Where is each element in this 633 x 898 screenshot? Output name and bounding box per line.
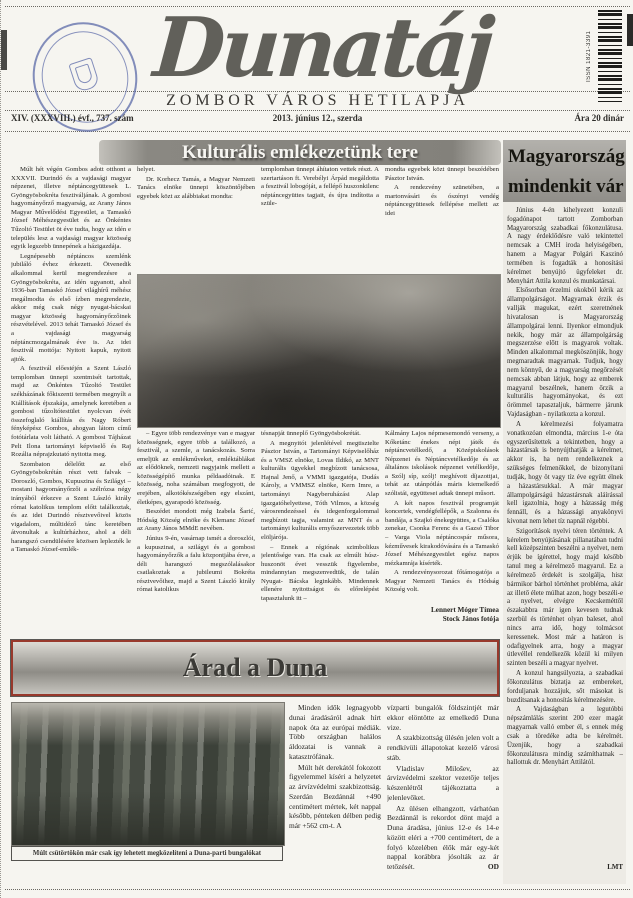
- paragraph: vízparti bungalók földszintjét már ekkor elöntötte az emelkedő Duna vize.: [387, 703, 499, 732]
- sidebar-headline: [503, 140, 626, 202]
- barcode-icon: [598, 10, 622, 102]
- main-article-column-3-top: [261, 166, 379, 272]
- paragraph: Múlt hét végén Gombos adott otthont a XXXVII. Durindó és a vajdasági magyar népzenei, illetve néptáncegyüttesek L. Gyöngyösbokréta fesztiváljának. A gombosi hagyományőrző magyarság, az Arany János Magyar Művelődési Egyesület, a Tamaskó József Méhészegyesület és az Önkéntes Tűzoltó Testület öt éve tudta, hogy az idén e település lesz a vajdasági magyar közösség egyik legszebb ünnepének a házigazdája.: [11, 166, 131, 251]
- paragraph: tésnapját ünneplő Gyöngyösbokrétát.: [261, 430, 361, 437]
- main-article-column-3-bottom: [261, 430, 379, 632]
- author-byline: Lennert Móger Tímea: [430, 606, 499, 614]
- photo-credit: Stock János fotója: [442, 615, 499, 624]
- flood-article-byline: OD: [487, 862, 499, 871]
- dateline: [11, 113, 624, 128]
- paragraph: Szombaton délelőtt az első Gyöngyösbokrétán részt vett falvak – Doroszló, Gombos, Kupuszina és Szilágyi – mostani hagyományőrzői a szélrózsa négy irányából érkezve a Szent László király római katolikus templom előtt találkoztak, és az idei Durindó résztvevőivel közös vigadalom, múltidéző tánc keretében átvonultak a kultúrházhoz, ahol a déli harangszó csendülésére közösen leplezték le a Tamaskó József-emlék-: [11, 460, 131, 554]
- main-article-column-4-top: [385, 166, 499, 272]
- issue-date: 2013. június 12., szerda: [272, 113, 363, 123]
- paragraph: Dr. Korhecz Tamás, a Magyar Nemzeti Tanács elnöke ünnepi köszöntőjében egyebek közt az alábbiakat mondta:: [137, 175, 255, 200]
- paragraph: templomban ünnepi áhítaton vettek részt. A szertartáson ft. Verebélyi Árpád megáldotta a fesztivál lobogóját, a fellépő huszonkilenc néptáncegyüttes tagjait, és újra indította a szüle-: [261, 166, 379, 208]
- paragraph: Beszédet mondott még Izabela Šarić, Hódság Község elnöke és Klemanc József az Arany János MMdE nevében.: [137, 508, 255, 533]
- paragraph: Június 9-én, vasárnap ismét a doroszlói, a kupuszinai, a szilágyi és a gombosi hagyományőrzők a falu központjába érve, a déli harangszó megszólalásakor csatlakoztak a jubileumi Bokréta résztvevőihez, majd a Szent László király római katolikus: [137, 534, 255, 594]
- paragraph: Június 4-én kihelyezett konzuli fogadónapot tartott Zomborban Magyarország szabadkai főkonzulátusa. A nagy érdeklődésre való tekintettel nemcsak a CMH iroda helyiségében, hanem a Magyar Polgári Kaszinó termében is fogadták a honosítási kérelmet benyújtó ügyfeleket dr. Menyhárt Attila konzul és munkatársai.: [507, 207, 623, 285]
- main-article-column-2-bottom: [137, 430, 255, 632]
- flood-photo: [11, 702, 285, 846]
- paragraph: – Ennek a régiónak szimbolikus jelentősége van. Ha csak az elmúlt húsz- huszonöt évet vesszük figyelembe, mindannyian megszenvedtük, de talán Nyugat- Bácska leginkább. Mindennek ellenére nyitottságot és előrelépést tapasztalunk itt –: [261, 543, 379, 602]
- paragraph: helyet.: [137, 166, 156, 173]
- main-article-column-2-top: [137, 166, 255, 272]
- paragraph: Minden idők legnagyobb dunai áradásáról adnak hírt napok óta az európai médiák. Több országban halálos áldozatai is vannak a katasztrófának.: [289, 703, 381, 761]
- flood-photo-caption: Múlt csütörtökön már csak így lehetett megközelíteni a Duna-parti bungalókat: [11, 846, 283, 861]
- paragraph: A rendezvény szünetében, a martonvásári és ószényi vendég néptáncegyüttesek fellépése mellett az idei: [385, 184, 499, 217]
- paragraph: A fesztivál előestéjén a Szent László templomban ünnepi szentmisét tartottak, majd az Önkéntes Tűzoltó Testület székházának főkiszenti termében megnyílt a Kiállítások éjszakája, amelynek keretében a gombosi tűzoltótestület nyolcvan évét összefoglaló kiállítás és Nagy Róbert fényképész Gombos, ahogyan látom című fotótárlata volt látható. A gombosi Tájházat Pelt Ilona tartományi képviselő és Raj Rozália néprajzkutató nyitotta meg.: [11, 365, 131, 459]
- issn-number: ISSN 1821-3391: [586, 30, 592, 82]
- paragraph: A két napos fesztivál programját koncertek, vendégfellépők, a Szalonna és bandája, a Szajkó énekegyüttes, a Csalóka zenekar, Csonka Ferenc és a Gazsó Tibor – Varga Viola néptáncospár műsora, kézművesek kirakodóvására és a Tamaskó József Méhészegyesület egész napos mézkamrája kísérték.: [385, 499, 499, 567]
- masthead-title: Dunatáj: [150, 0, 494, 96]
- paragraph: A konzul hangsúlyozta, a szabadkai főkonzulátus biztatja az embereket, forduljanak hozzájuk, sőt másokat is buzdítsanak a honosítás kérelmezésére.: [507, 670, 623, 704]
- issue-number: XIV. (XXXVIII.) évf., 737. szám: [11, 113, 134, 123]
- paragraph: Múlt hét derekától fokozott figyelemmel kíséri a helyzetet az árvízvédelmi szakbizottság. Szerdán Bezdánnál +490 centimétert mértek, két nappal később, pénteken délben pedig már +562 cm-t. A: [289, 762, 381, 831]
- paragraph: – Egyre több rendezvénye van e magyar közösségnek, egyre több a találkozó, a fesztivál, a szemle, a tanácskozás. Sorra emeljük az emlékműveket, emléktáblákat az elődöknek, nemzeti nagyjaink mellett a közösségépítő munka példaadóinak. E közösség, noha számában megfogyott, de erejében, alkotókészségében egy elszánt, életképes, gyarapodó közösség.: [137, 430, 255, 506]
- flood-article-column-2: [387, 703, 499, 871]
- main-article-column-1: [11, 166, 131, 632]
- paragraph: Vladislav Milošev, az árvízvédelmi szektor vezetője teljes készenlétről tájékoztatta a jelenlevőket.: [387, 763, 499, 802]
- scan-artifact: [627, 14, 633, 46]
- masthead-subtitle: ZOMBOR VÁROS HETILAPJA: [166, 92, 469, 109]
- dateline-rule: [5, 131, 630, 132]
- paragraph: Elsősorban érzelmi okokból kérik az állampolgárságot. Magyarnak érzik és vallják magukat, ezért szeretnének hivatalosan is Magyarország állampolgárai lenni. Ilyenkor elmondjuk nekik, hogy már az állampolgárság megszerzése előtt is magyarok voltak. Minden alkalommal megköszönjük, hogy megmaradtak magyarnak. Tudjuk, hogy nem könnyű, de a magyarság megőrzését nemcsak abban látjuk, hogy az emberek magyarul beszélnek, hanem őrzik a kulturális hagyományokat, és ezt örömmel tapasztaljuk, bármerre járunk Vajdaságban - nyilatkozta a konzul.: [507, 287, 623, 419]
- festival-crowd-photo: [137, 274, 501, 428]
- paragraph: A kérelmezési folyamatra vonatkozóan elmondta, március 1-e óta egyszerűsítettek a tekintetben, hogy a házastársak is benyújthatják a kérelmet, akkor is, ha nem rendelkeznek a szükséges felmenőkkel, de bizonyítani tudják, hogy öt vagy tíz éve együtt élnek a házastársukkal. A már magyar állampolgárságú házastársnak aláírással kell igazolnia, hogy a házasság még fennáll, és a házassági anyakönyvi kivonat nem lehet tíz napnál régebbi.: [507, 420, 623, 525]
- main-article-byline: [385, 606, 499, 626]
- paragraph: Az ülésen elhangzott, várhatóan Bezdánnál is rekordot dönt majd a Duna áradása, június 12-e és 14-e között eléri a +700 centimétert, de a folyó közelében élők már egy-két nappal korábbra jósolták az ár tetőzését.: [387, 803, 499, 871]
- paragraph: A Vajdaságban a legutóbbi népszámlálás szerint 200 ezer magát magyarnak valló ember él, s ennek még csak a töredéke adta be kérelmét. Üzenjük, hogy a szabadkai főkonzulátusra mindig számíthatnak – hallottuk dr. Menyhárt Attilától.: [507, 706, 623, 767]
- paragraph: A szakbizottság ülésén jelen volt a rendkívüli állapotokat kezelő városi stáb.: [387, 733, 499, 762]
- paragraph: A megnyitót jelenlétével megtisztelte Pásztor István, a Tartományi Képviselőház és a VMSZ elnöke, Lovas Ildikó, az MNT kulturális ügyekkel megbízott tanácsosa, Hajnal Jenő, a VMMI igazgatója, Dudás Károly, a VMMSZ elnöke, Kern Imre, a tartományi Nagyberuházási Alap igazgatóhelyettese, Tóth Vilmos, a község városrendezéssel és idegenforgalommal megbízott tagja, valamint az MNT és a tartományi kulturális ernyőszervezetek több elöljárója.: [261, 439, 379, 541]
- paragraph: mondta egyebek közt ünnepi beszédében Pásztor István.: [385, 166, 499, 182]
- sidebar-headline-line1: Magyarország: [508, 146, 625, 167]
- sidebar-article-text: [507, 207, 623, 867]
- main-article-headline: Kulturális emlékezetünk tere: [99, 140, 501, 165]
- sidebar-byline: LMT: [607, 864, 623, 871]
- price-label: Ára 20 dinár: [574, 113, 624, 123]
- flood-article-column-1: [289, 703, 381, 889]
- paragraph: A rendezvénysorozat főtámogatója a Magyar Nemzeti Tanács és Hódság Község volt.: [385, 569, 499, 594]
- trim-rule-bottom: [5, 889, 630, 890]
- main-article-column-4-bottom: [385, 430, 499, 616]
- paragraph: Kálmány Lajos népmesemondó verseny, a Kőketánc énekes népi játék és néptáncvetélkedő, a Középiskolások Népzenei és Néptáncvetélkedője és az általános iskolások népzenei vetélkedője, a Szólj síp, szólj! meghívott díjazottjai, tehát az utánpótlás máris kiemelkedő szólistái, együttesei adtak ünnepi műsort.: [385, 430, 499, 498]
- flood-article-headline: Árad a Duna: [11, 640, 499, 696]
- paragraph: Legnépesebb néptáncos szemlénk jubiláló évhez érkezett. Ötvenedik alkalommal kerül megrendezésre a Gyöngyösbokréta, az idén ugyanott, ahol 1936-ban Tamaskó József világhírű méhész megálmodta és első ízben megrendezte, akkor még csak négy nyugat-bácskai magyar közösség hagyományőrzőinek részvételével. 2013 tehát Tamaskó József és a vajdasági magyarság néptáncmozgalmának éve is. Az idei fesztivál mottója: Nyitott kapuk, nyitott ajtók.: [11, 252, 131, 363]
- paragraph: Szigorítások nyelvi téren történtek. A kérelem benyújtásának pillanatában tudni kell középszinten beszélni a nyelvet, nem érjük be ígérettel, hogy majd később tanul meg a kérelmező magyarul. Ez a kérelmező érdekét is szolgálja, hisz bármikor bárhol történhet probléma, akár az illető élete múlhat azon, hogy beszéli-e a nyelvet, elvégre Kecskeméttől északabbra már igen kevesen tudnak szerbül és történhet olyan baleset, ahol nincs arra idő, hogy tolmácsot keressenek. Most már a határon is odafigyelnek arra, hogy a magyar útlevéllel rendelkezők közül ki milyen szinten beszéli a magyar nyelvet.: [507, 527, 623, 668]
- scan-artifact: [1, 30, 7, 70]
- sidebar-headline-line2: mindenkit vár: [508, 176, 624, 197]
